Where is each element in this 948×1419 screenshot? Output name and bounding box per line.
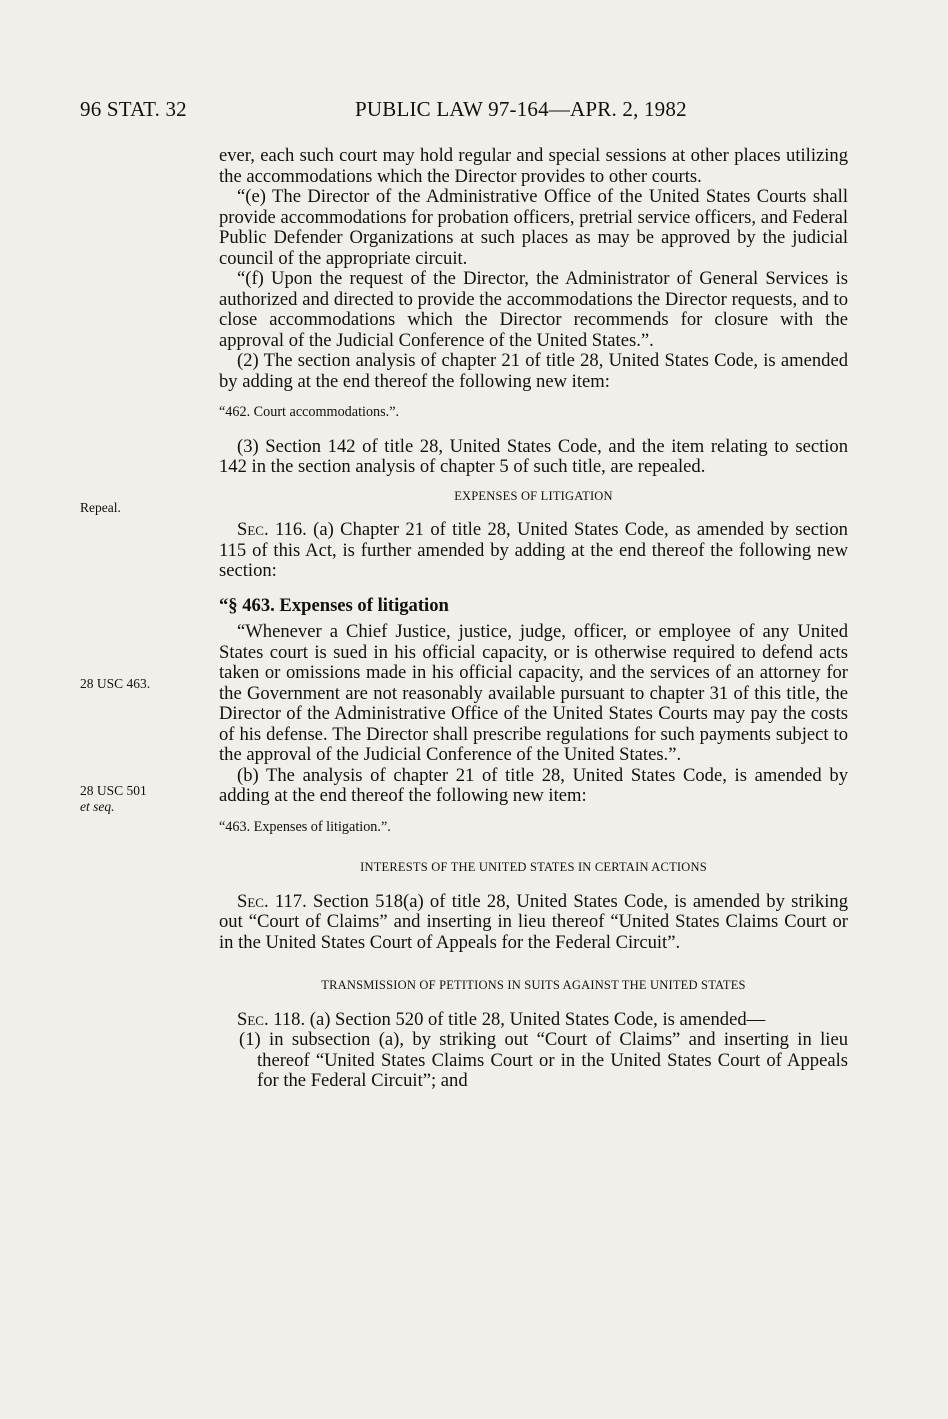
section-label: Sec. 116. bbox=[237, 519, 307, 540]
paragraph: (b) The analysis of chapter 21 of title 28, United States Code, is amended by adding at the end thereof the following new item: bbox=[219, 764, 848, 806]
paragraph bbox=[219, 1010, 848, 1031]
margin-note-repeal: Repeal. bbox=[80, 500, 121, 515]
section-text: (a) Chapter 21 of title 28, United States Code, as amended by section 115 of this Act, is further amended by adding at the end thereof the following new section: bbox=[219, 519, 848, 581]
paragraph: “Whenever a Chief Justice, justice, judge, officer, or employee of any United States court is sued in his official capacity, or is otherwise required to defend acts taken or omissions made in his official capacity, and the services of an attorney for the Government are not reasonably available pursuant to chapter 31 of this title, the Director of the Administrative Office of the United States Courts may pay the costs of his defense. The Director shall prescribe regulations for such payments subject to the approval of the Judicial Conference of the United States.”. bbox=[219, 621, 848, 765]
body-text bbox=[219, 146, 848, 1092]
margin-note-line: et seq. bbox=[80, 799, 115, 814]
section-heading: EXPENSES OF LITIGATION bbox=[454, 488, 613, 503]
new-item-462: “462. Court accommodations.”. bbox=[219, 404, 400, 420]
paragraph: ever, each such court may hold regular and special sessions at other places utilizing the accommodations which the Director provides to other courts. bbox=[219, 145, 848, 187]
section-heading: TRANSMISSION OF PETITIONS IN SUITS AGAINST THE UNITED STATES bbox=[321, 978, 746, 992]
new-item-463: “463. Expenses of litigation.”. bbox=[219, 818, 391, 835]
paragraph: (1) in subsection (a), by striking out “Court of Claims” and inserting in lieu thereof “United States Claims Court or in the United States Court of Appeals for the Federal Circuit”; and bbox=[239, 1029, 848, 1091]
margin-note-line: 28 USC 501 bbox=[80, 783, 147, 798]
paragraph: (3) Section 142 of title 28, United States Code, and the item relating to section 142 in the section analysis of chapter 5 of such title, are repealed. bbox=[219, 435, 848, 477]
section-label: Sec. 117. bbox=[237, 890, 307, 912]
section-heading: INTERESTS OF THE UNITED STATES IN CERTAIN ACTIONS bbox=[360, 860, 707, 874]
page-number: 96 STAT. 32 bbox=[80, 97, 187, 121]
section-text: (a) Section 520 of title 28, United States Code, is amended— bbox=[309, 1008, 766, 1030]
paragraph: “(f) Upon the request of the Director, the Administrator of General Services is authorized and directed to provide the accommodations the Director requests, and to close accommodations which the Director recommends for closure with the approval of the Judicial Conference of the United States.”. bbox=[219, 268, 848, 351]
paragraph bbox=[219, 892, 848, 954]
section-text: Section 518(a) of title 28, United States Code, is amended by striking out “Court of Claims” and inserting in lieu thereof “United States Claims Court or in the United States Court of Appeals for the Federal Circuit”. bbox=[219, 890, 849, 953]
running-header: PUBLIC LAW 97-164—APR. 2, 1982 bbox=[355, 97, 687, 121]
paragraph bbox=[219, 520, 848, 582]
margin-note-28usc501 bbox=[80, 783, 147, 815]
section-title: “§ 463. Expenses of litigation bbox=[219, 594, 449, 616]
paragraph: “(e) The Director of the Administrative Office of the United States Courts shall provide accommodations for probation officers, pretrial service officers, and Federal Public Defender Organizations at such places as may be approved by the judicial council of the appropriate circuit. bbox=[219, 186, 848, 269]
margin-note-28usc463: 28 USC 463. bbox=[80, 676, 151, 691]
section-label: Sec. 118. bbox=[237, 1008, 306, 1030]
paragraph: (2) The section analysis of chapter 21 of title 28, United States Code, is amended by adding at the end thereof the following new item: bbox=[219, 350, 848, 392]
